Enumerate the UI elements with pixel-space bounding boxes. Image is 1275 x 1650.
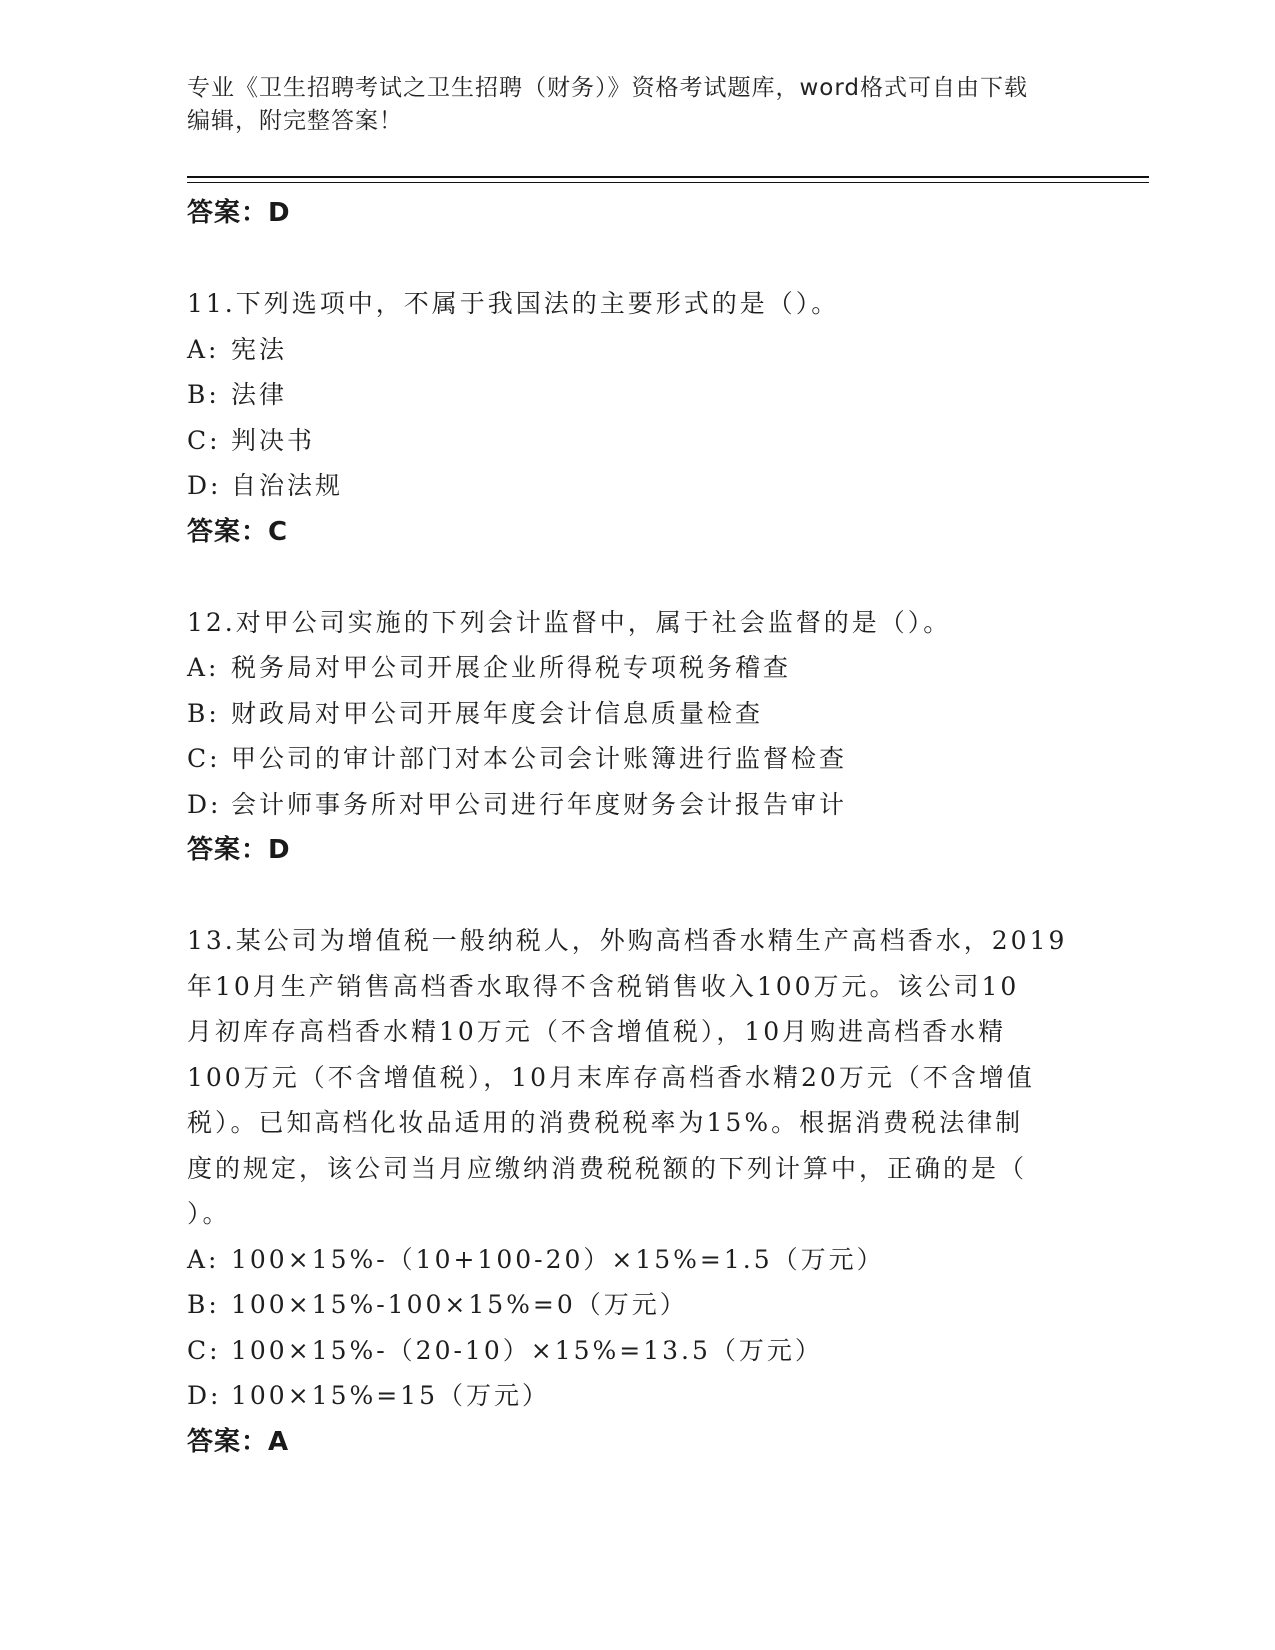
option-key: B: — [187, 1290, 220, 1319]
stem-line: 100万元（不含增值税），10月末库存高档香水精20万元（不含增值 — [187, 1062, 1035, 1092]
question-11 — [187, 281, 1087, 555]
option-c — [187, 736, 1087, 782]
option-a — [187, 645, 1087, 691]
option-text: 自治法规 — [231, 471, 344, 500]
question-12 — [187, 600, 1087, 874]
option-b — [187, 691, 1087, 737]
option-key: B: — [187, 698, 220, 728]
answer-line — [187, 509, 1087, 555]
header-divider-thin — [187, 182, 1149, 183]
option-d — [187, 782, 1087, 828]
header-line-2: 编辑，附完整答案！ — [187, 108, 403, 134]
option-d — [187, 463, 1087, 509]
option-b — [187, 1282, 1087, 1328]
spacer — [187, 555, 1087, 600]
option-b — [187, 372, 1087, 418]
answer-line — [187, 827, 1087, 873]
stem-line: 年10月生产销售高档香水取得不含税销售收入100万元。该公司10 — [187, 971, 1020, 1001]
spacer — [187, 873, 1087, 918]
option-text: 100×15%-（20-10）×15%=13.5（万元） — [231, 1335, 823, 1365]
question-stem: 12.对甲公司实施的下列会计监督中，属于社会监督的是（）。 — [187, 607, 952, 637]
option-text: 税务局对甲公司开展企业所得税专项税务稽查 — [231, 653, 792, 682]
option-key: D: — [187, 471, 222, 500]
stem-line: 度的规定，该公司当月应缴纳消费税税额的下列计算中，正确的是（ — [187, 1153, 1028, 1183]
option-key: A: — [187, 334, 220, 364]
option-key: C: — [187, 425, 221, 455]
option-text: 100×15%=15（万元） — [231, 1381, 550, 1410]
document-header — [187, 72, 1087, 138]
option-text: 宪法 — [231, 334, 288, 364]
stem-line: 13.某公司为增值税一般纳税人，外购高档香水精生产高档香水，2019 — [187, 926, 1068, 955]
option-c — [187, 418, 1087, 464]
answer-line — [187, 190, 1087, 236]
option-text: 财政局对甲公司开展年度会计信息质量检查 — [231, 698, 764, 728]
option-text: 判决书 — [231, 425, 316, 455]
question-stem: 11.下列选项中，不属于我国法的主要形式的是（）。 — [187, 289, 840, 318]
option-text: 甲公司的审计部门对本公司会计账簿进行监督检查 — [231, 744, 848, 773]
stem-line: 月初库存高档香水精10万元（不含增值税），10月购进高档香水精 — [187, 1017, 1007, 1046]
option-a — [187, 327, 1087, 373]
answer-value: A — [268, 1426, 290, 1457]
spacer — [187, 236, 1087, 281]
stem-line: ）。 — [187, 1199, 231, 1228]
question-stem — [187, 918, 1087, 1237]
question-13 — [187, 918, 1087, 1465]
option-key: B: — [187, 380, 220, 409]
answer-label: 答案： — [187, 835, 269, 865]
answer-value: D — [268, 198, 291, 228]
header-line-1: 专业《卫生招聘考试之卫生招聘（财务）》资格考试题库，word格式可自由下载 — [187, 75, 1029, 101]
option-text: 法律 — [231, 380, 288, 409]
option-text: 100×15%-100×15%=0（万元） — [231, 1290, 688, 1319]
answer-label: 答案： — [187, 1426, 269, 1457]
answer-label: 答案： — [187, 198, 269, 228]
question-list — [187, 190, 1087, 1465]
option-key: C: — [187, 1335, 221, 1365]
option-key: C: — [187, 744, 221, 773]
header-divider — [187, 176, 1149, 178]
option-key: A: — [187, 653, 220, 682]
answer-value: C — [268, 516, 289, 547]
stem-line: 税）。已知高档化妆品适用的消费税税率为15%。根据消费税法律制 — [187, 1108, 1024, 1137]
option-c — [187, 1328, 1087, 1374]
option-a — [187, 1237, 1087, 1283]
option-text: 100×15%-（10+100-20）×15%=1.5（万元） — [231, 1244, 885, 1274]
option-key: D: — [187, 1381, 222, 1410]
answer-line — [187, 1419, 1087, 1465]
option-key: A: — [187, 1244, 220, 1274]
option-d — [187, 1373, 1087, 1419]
option-text: 会计师事务所对甲公司进行年度财务会计报告审计 — [231, 789, 848, 819]
answer-value: D — [268, 835, 291, 865]
option-key: D: — [187, 789, 222, 819]
answer-label: 答案： — [187, 516, 269, 547]
